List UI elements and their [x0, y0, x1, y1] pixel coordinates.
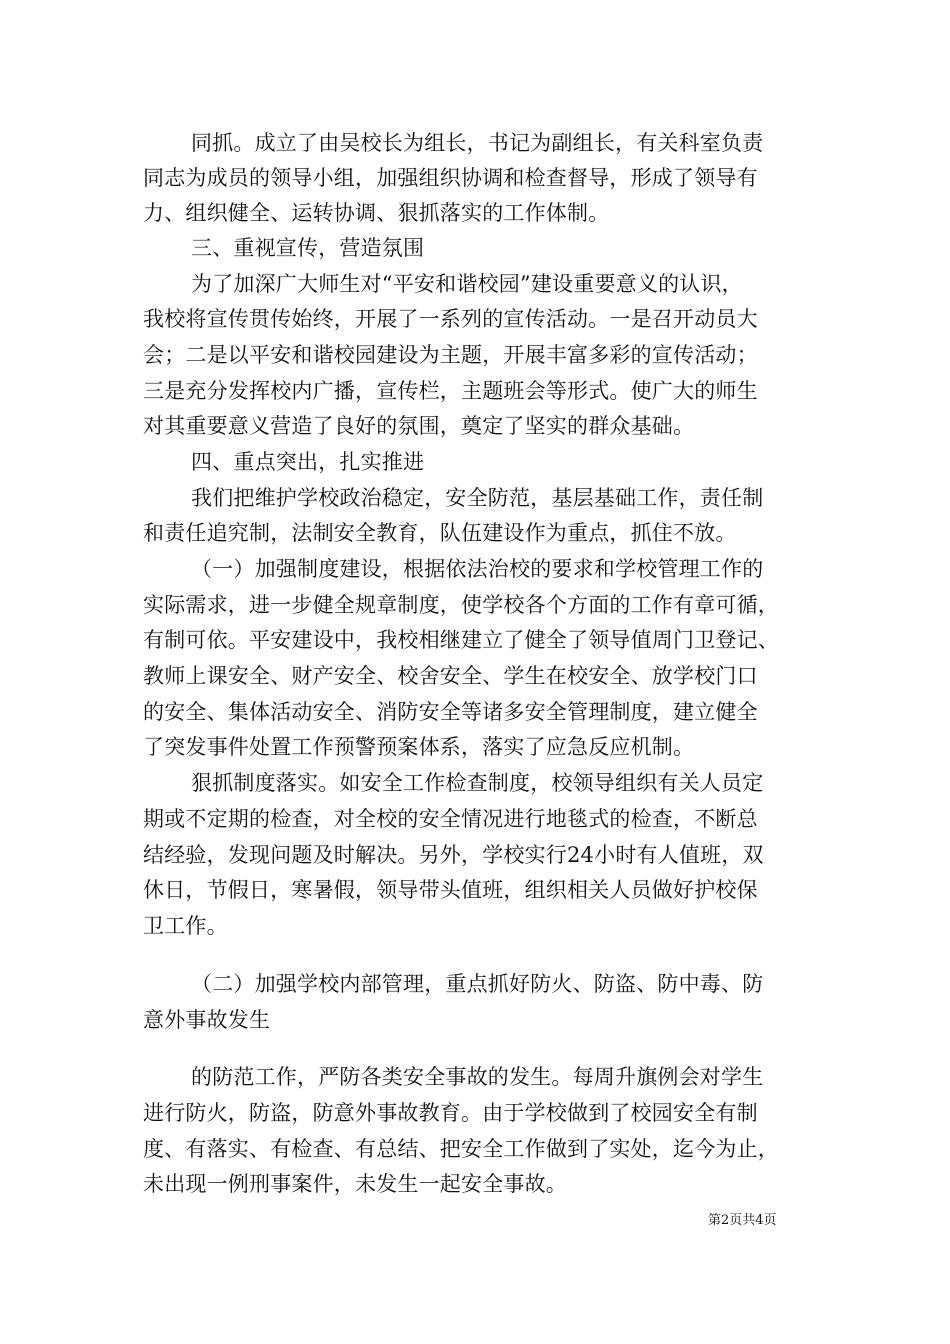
text-line: 同抓。成立了由吴校长为组长，书记为副组长，有关科室负责	[191, 131, 764, 155]
page-number: 第2页共4页	[708, 1213, 777, 1228]
text-line: 期或不定期的检查，对全校的安全情况进行地毯式的检查，不断总	[143, 807, 758, 831]
text-line: 和责任追究制，法制安全教育，队伍建设作为重点，抓住不放。	[143, 521, 737, 545]
text-line: 了突发事件处置工作预警预案体系，落实了应急反应机制。	[143, 735, 695, 759]
text-line: 度、有落实、有检查、有总结、把安全工作做到了实处，迄今为止，	[143, 1137, 779, 1161]
text-line: 对其重要意义营造了良好的氛围，奠定了坚实的群众基础。	[143, 414, 695, 438]
text-line: 我校将宣传贯传始终，开展了一系列的宣传活动。一是召开动员大	[143, 307, 758, 331]
text-line: 狠抓制度落实。如安全工作检查制度，校领导组织有关人员定	[191, 771, 764, 795]
text-line: 为了加深广大师生对“平安和谐校园”建设重要意义的认识，	[191, 272, 743, 296]
subsection-line: （一）加强制度建设，根据依法治校的要求和学校管理工作的	[191, 557, 764, 581]
text-line: 未出现一例刑事案件，未发生一起安全事故。	[143, 1172, 567, 1196]
text-line: 同志为成员的领导小组，加强组织协调和检查督导，形成了领导有	[143, 166, 758, 190]
text-line: 的安全、集体活动安全、消防安全等诸多安全管理制度，建立健全	[143, 700, 758, 724]
text-line: 进行防火，防盗，防意外事故教育。由于学校做到了校园安全有制	[143, 1101, 758, 1125]
text-line: 结经验，发现问题及时解决。另外，学校实行24小时有人值班，双	[143, 843, 764, 867]
section-heading: 三、重视宣传，营造氛围	[191, 236, 425, 260]
section-heading: 四、重点突出，扎实推进	[191, 450, 425, 474]
subsection-line: （二）加强学校内部管理，重点抓好防火、防盗、防中毒、防	[191, 972, 764, 996]
text-line: 我们把维护学校政治稳定，安全防范，基层基础工作，责任制	[191, 486, 764, 510]
text-line: 力、组织健全、运转协调、狠抓落实的工作体制。	[143, 201, 610, 225]
text-line: 卫工作。	[143, 914, 228, 938]
text-line: 教师上课安全、财产安全、校舍安全、学生在校安全、放学校门口	[143, 664, 758, 688]
text-line: 有制可依。平安建设中，我校相继建立了健全了领导值周门卫登记、	[143, 628, 779, 652]
text-line: 的防范工作，严防各类安全事故的发生。每周升旗例会对学生	[191, 1065, 764, 1089]
text-line: 三是充分发挥校内广播，宣传栏，主题班会等形式。使广大的师生	[143, 379, 758, 403]
text-line: 会；二是以平安和谐校园建设为主题，开展丰富多彩的宣传活动；	[143, 343, 758, 367]
text-line: 意外事故发生	[143, 1008, 271, 1032]
text-line: 休日，节假日，寒暑假，领导带头值班，组织相关人员做好护校保	[143, 878, 758, 902]
text-line: 实际需求，进一步健全规章制度，使学校各个方面的工作有章可循，	[143, 593, 779, 617]
